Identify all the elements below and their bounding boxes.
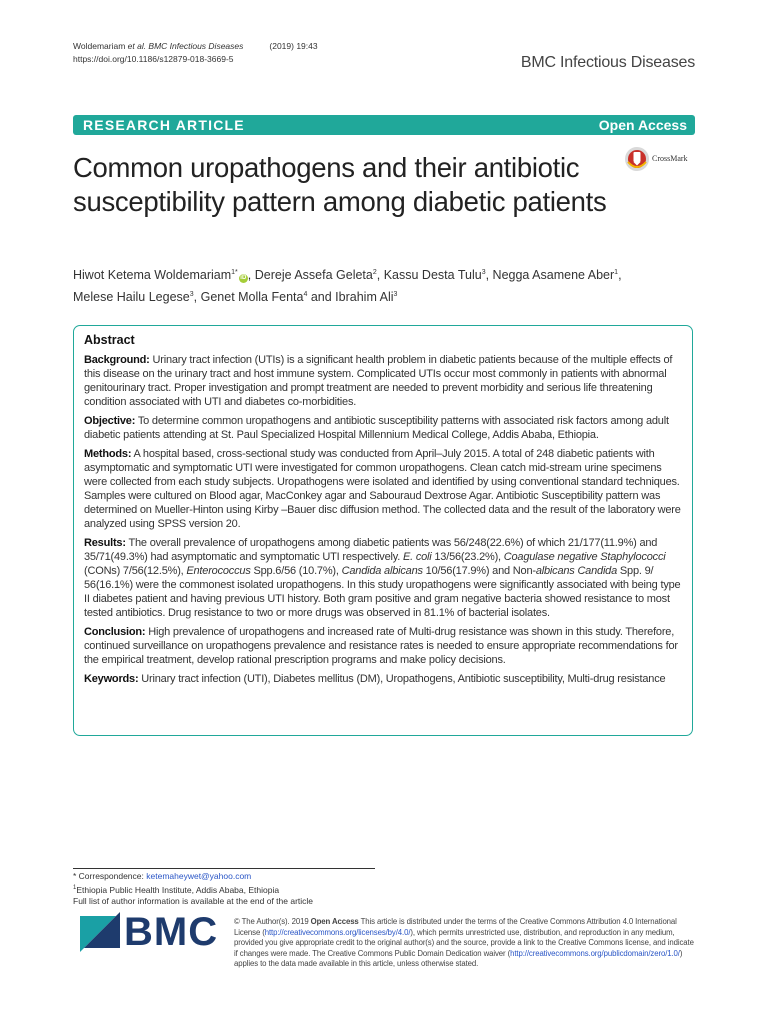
author-info-note: Full list of author information is available at the end of the article <box>73 895 314 906</box>
author-separator: , <box>193 290 201 305</box>
author-affiliation: 2 <box>372 269 377 276</box>
affiliation-text: Ethiopia Public Health Institute, Addis Ababa, Ethiopia <box>76 884 280 895</box>
results-species: E. coli <box>402 551 432 563</box>
license-text: This article is distributed under the terms of the Creative Commons Attribution 4.0 International License ( <box>234 917 677 937</box>
author-name[interactable]: Kassu Desta Tulu <box>383 268 482 283</box>
article-type-banner <box>73 115 695 135</box>
journal-name: BMC Infectious Diseases <box>520 54 695 71</box>
results-label: Results: <box>84 537 126 549</box>
bmc-logo-text: BMC <box>124 910 219 954</box>
orcid-icon[interactable]: iD <box>240 275 247 282</box>
background-label: Background: <box>84 354 150 366</box>
author-separator: and <box>307 290 336 305</box>
bmc-logo <box>80 912 220 952</box>
citation-year: (2019) 19:43 <box>269 41 318 51</box>
article-title: Common uropathogens and their antibiotic susceptibility pattern among diabetic patients <box>73 152 607 217</box>
abstract-background <box>84 353 682 409</box>
abstract-conclusion <box>84 625 682 667</box>
abstract-objective <box>84 414 682 442</box>
results-text: Spp.6/56 (10.7%), <box>250 565 342 577</box>
cc-zero-license-link[interactable]: http://creativecommons.org/publicdomain/zero/1.0/ <box>510 948 680 958</box>
objective-text: To determine common uropathogens and antibiotic susceptibility patterns with associated risk factors among adult diabetic patients attending at St. Paul Specialized Hospital Millennium Medical College, Addis Ababa, Ethiopia. <box>84 415 669 441</box>
abstract-box <box>73 325 693 736</box>
abstract-methods <box>84 447 682 531</box>
author-name[interactable]: Genet Molla Fenta <box>200 290 304 305</box>
author-affiliation: 3 <box>189 291 194 299</box>
footnotes <box>73 871 313 907</box>
cc-by-license-link[interactable]: http://creativecommons.org/licenses/by/4.0/ <box>264 927 411 937</box>
affiliation-number: 1 <box>73 884 77 891</box>
license-text: ), which permits unrestricted use, distribution, and reproduction in any medium, provided you give appropriate credit to the original author(s) and the source, provide a link to the Creative Commons license, and indicate if changes were made. The Creative Commons Public Domain Dedication waiver ( <box>234 927 694 958</box>
results-species: Coagulase negative Staphylococci <box>503 551 666 563</box>
keywords-text: Urinary tract infection (UTI), Diabetes mellitus (DM), Uropathogens, Antibiotic susceptibility, Multi-drug resistance <box>141 673 666 685</box>
author-name[interactable]: Hiwot Ketema Woldemariam <box>73 268 232 283</box>
results-species: Candida albicans <box>341 565 423 577</box>
correspondence-label: * Correspondence: <box>73 871 147 881</box>
license-open-access: Open Access <box>310 917 359 926</box>
citation-author: Woldemariam <box>73 41 128 51</box>
conclusion-label: Conclusion: <box>84 626 146 638</box>
footnote-divider <box>73 868 375 869</box>
affiliation-line <box>73 883 313 896</box>
bmc-logo-mark-icon <box>80 912 120 952</box>
license-text: ) applies to the data made available in this article, unless otherwise stated. <box>234 948 683 968</box>
author-affiliation: 1 <box>614 269 619 276</box>
correspondence-line <box>73 871 313 883</box>
author-name[interactable]: Ibrahim Ali <box>335 290 394 305</box>
correspondence-email-link[interactable]: ketemaheywet@yahoo.com <box>146 871 252 881</box>
objective-label: Objective: <box>84 415 136 427</box>
methods-label: Methods: <box>84 448 132 460</box>
author-separator: , <box>376 268 384 283</box>
author-separator: , <box>247 268 255 283</box>
author-separator: , <box>618 268 622 283</box>
citation-etal: et al. BMC Infectious Diseases <box>127 41 244 51</box>
abstract-keywords <box>84 672 682 686</box>
abstract-results <box>84 536 682 620</box>
conclusion-text: High prevalence of uropathogens and increased rate of Multi-drug resistance was shown in this study. Therefore, continued surveillance on uropathogens prevalence and resistance rates is needed to ensure appropriate recommendations for the empirical treatment, develop rational prescription programs and make policy decisions. <box>84 626 678 666</box>
author-list <box>73 263 683 307</box>
crossmark-label: CrossMark <box>652 154 688 163</box>
license-text: © The Author(s). 2019 <box>234 917 311 926</box>
author-affiliation: 3 <box>393 291 398 299</box>
citation-header <box>73 40 318 66</box>
author-affiliation: 4 <box>303 291 308 299</box>
author-separator: , <box>485 268 493 283</box>
license-statement <box>234 917 696 970</box>
article-type-label: RESEARCH ARTICLE <box>83 117 245 133</box>
author-name[interactable]: Dereje Assefa Geleta <box>254 268 373 283</box>
open-access-label: Open Access <box>598 117 687 133</box>
methods-text: A hospital based, cross-sectional study was conducted from April–July 2015. A total of 248 diabetic patients with asymptomatic and symptomatic UTI were investigated for common uropathogens. Clean catch mid-stream urine specimens were collected from each study subjects. Uropathogens were isolated and identified by using conventional standard techniques. Samples were cultured on Blood agar, MacConkey agar and Sabouraud Dextrose Agar. Antibiotic Susceptibility pattern was determined on Mueller-Hinton using Kirby –Bauer disc diffusion method. The collected data and the result of the laboratory were analyzed using SPSS version 20. <box>84 448 681 530</box>
results-text: 10/56(17.9%) and Non- <box>422 565 536 577</box>
results-text: (CONs) 7/56(12.5%), <box>84 565 187 577</box>
author-affiliation: 3 <box>481 269 486 276</box>
results-text: 13/56(23.2%), <box>431 551 504 563</box>
abstract-heading: Abstract <box>84 333 135 347</box>
keywords-label: Keywords: <box>84 673 139 685</box>
background-text: Urinary tract infection (UTIs) is a significant health problem in diabetic patients because of the multiple effects of this disease on the urinary tract and host immune system. Complicated UTIs occur most commonly in patients with abnormal genitourinary tract. Proper investigation and prompt treatment are needed to prevent morbidity and serious life threatening condition associated with UTI and diabetes co-morbidities. <box>84 354 673 408</box>
crossmark-icon <box>624 146 650 172</box>
results-species: albicans Candida <box>535 565 618 577</box>
results-text: Spp. 9/ 56(16.1%) were the commonest isolated uropathogens. In this study uropathogens were significantly associated with being type II diabetes patient and having previous UTI history. Both gram positive and gram negative bacteria showed resistance to most tested antibiotics. Drug resistance to two or more drugs was observed in 81.1% of bacterial isolates. <box>84 565 681 619</box>
author-affiliation: 1* <box>231 269 238 276</box>
doi-link[interactable]: https://doi.org/10.1186/s12879-018-3669-5 <box>73 54 234 64</box>
author-name[interactable]: Melese Hailu Legese <box>73 290 190 305</box>
results-species: Enterococcus <box>186 565 251 577</box>
crossmark-badge[interactable] <box>624 146 700 172</box>
author-name[interactable]: Negga Asamene Aber <box>492 268 615 283</box>
results-text: The overall prevalence of uropathogens among diabetic patients was 56/248(22.6%) of which 21/177(11.9%) and 35/71(49.3%) had asymptomatic and symptomatic UTI respectively. <box>84 537 658 563</box>
